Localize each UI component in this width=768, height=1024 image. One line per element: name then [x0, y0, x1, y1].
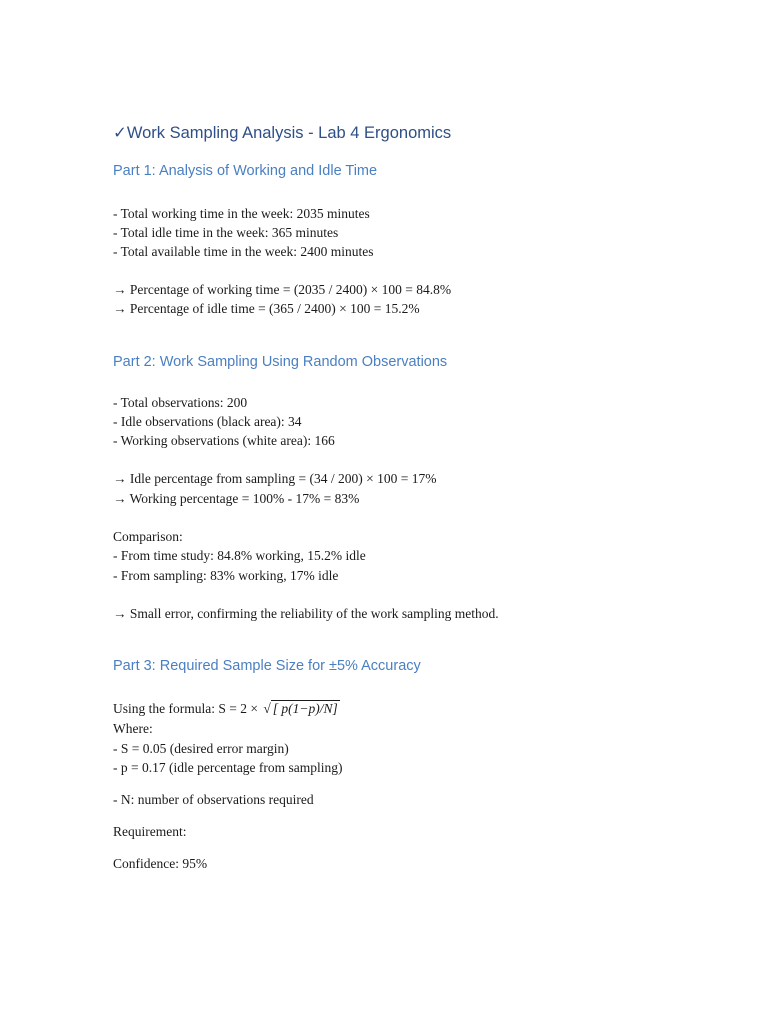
part1-line: - Total idle time in the week: 365 minutes: [113, 225, 339, 240]
part2-result: → Idle percentage from sampling = (34 / 200) × 100 = 17%: [113, 471, 437, 486]
where-label: Where:: [113, 721, 153, 736]
document-title: ✓Work Sampling Analysis - Lab 4 Ergonomics: [113, 124, 452, 142]
part1-result: → Percentage of working time = (2035 / 2400) × 100 = 84.8%: [113, 282, 452, 297]
part2-heading: Part 2: Work Sampling Using Random Observations: [113, 354, 448, 370]
comparison-line: - From time study: 84.8% working, 15.2% idle: [113, 548, 366, 563]
n-definition: - N: number of observations required: [113, 792, 314, 807]
part2-conclusion: → Small error, confirming the reliability of the work sampling method.: [113, 606, 499, 621]
where-line: - p = 0.17 (idle percentage from sampling): [113, 760, 343, 775]
formula-radicand: [ p(1−p)/N]: [272, 701, 338, 716]
part1-heading: Part 1: Analysis of Working and Idle Time: [113, 163, 378, 179]
comparison-label: Comparison:: [113, 529, 183, 544]
confidence-line: Confidence: 95%: [113, 856, 208, 871]
part1-result: → Percentage of idle time = (365 / 2400) × 100 = 15.2%: [113, 301, 420, 316]
requirement-label: Requirement:: [113, 824, 187, 839]
part1-line: - Total working time in the week: 2035 minutes: [113, 206, 370, 221]
part2-result: → Working percentage = 100% - 17% = 83%: [113, 491, 360, 506]
part2-line: - Idle observations (black area): 34: [113, 414, 302, 429]
part2-line: - Working observations (white area): 166: [113, 433, 335, 448]
comparison-line: - From sampling: 83% working, 17% idle: [113, 568, 339, 583]
where-line: - S = 0.05 (desired error margin): [113, 741, 289, 756]
sqrt-symbol: √ [ p(1−p)/N]: [263, 701, 338, 716]
formula-prefix: Using the formula: S = 2 ×: [113, 701, 262, 716]
part1-line: - Total available time in the week: 2400 minutes: [113, 244, 374, 259]
part2-line: - Total observations: 200: [113, 395, 248, 410]
part3-heading: Part 3: Required Sample Size for ±5% Accuracy: [113, 658, 421, 674]
formula-line: [113, 699, 340, 718]
